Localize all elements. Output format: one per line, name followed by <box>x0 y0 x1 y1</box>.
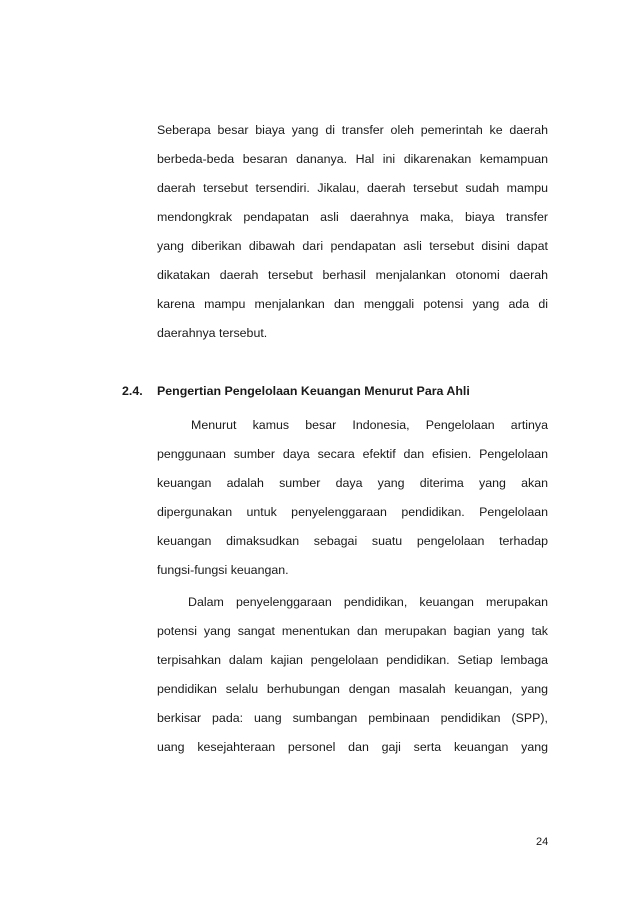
text-line: potensi yang sangat menentukan dan merupakan bagian yang tak <box>157 624 548 638</box>
text-line: daerah tersebut tersendiri. Jikalau, daerah tersebut sudah mampu <box>157 181 548 195</box>
section-number: 2.4. <box>122 384 143 398</box>
text-line: karena mampu menjalankan dan menggali potensi yang ada di <box>157 297 548 311</box>
paragraph-biaya-transfer <box>157 116 548 348</box>
page-number: 24 <box>536 836 549 848</box>
text-line: Menurut kamus besar Indonesia, Pengelolaan artinya <box>191 418 548 432</box>
text-line: keuangan dimaksudkan sebagai suatu pengelolaan terhadap <box>157 534 548 548</box>
text-line: fungsi-fungsi keuangan. <box>157 563 289 577</box>
text-line: dikatakan daerah tersebut berhasil menjalankan otonomi daerah <box>157 268 548 282</box>
text-line: Seberapa besar biaya yang di transfer oleh pemerintah ke daerah <box>157 123 548 137</box>
text-line: pendidikan selalu berhubungan dengan masalah keuangan, yang <box>157 682 548 696</box>
section-title: Pengertian Pengelolaan Keuangan Menurut Para Ahli <box>157 384 470 398</box>
text-line: Dalam penyelenggaraan pendidikan, keuangan merupakan <box>188 595 548 609</box>
text-line: penggunaan sumber daya secara efektif dan efisien. Pengelolaan <box>157 447 548 461</box>
text-line: dipergunakan untuk penyelenggaraan pendidikan. Pengelolaan <box>157 505 548 519</box>
text-line: berkisar pada: uang sumbangan pembinaan pendidikan (SPP), <box>157 711 548 725</box>
text-line: keuangan adalah sumber daya yang diterima yang akan <box>157 476 548 490</box>
text-line: berbeda-beda besaran dananya. Hal ini dikarenakan kemampuan <box>157 152 548 166</box>
section-heading <box>122 381 470 401</box>
text-line: mendongkrak pendapatan asli daerahnya maka, biaya transfer <box>157 210 548 224</box>
paragraph-pengertian-pengelolaan <box>157 411 548 585</box>
text-line: daerahnya tersebut. <box>157 326 268 340</box>
text-line: terpisahkan dalam kajian pengelolaan pendidikan. Setiap lembaga <box>157 653 548 667</box>
text-line: yang diberikan dibawah dari pendapatan asli tersebut disini dapat <box>157 239 548 253</box>
text-line: uang kesejahteraan personel dan gaji serta keuangan yang <box>157 740 548 754</box>
paragraph-penyelenggaraan-pendidikan <box>157 588 548 762</box>
